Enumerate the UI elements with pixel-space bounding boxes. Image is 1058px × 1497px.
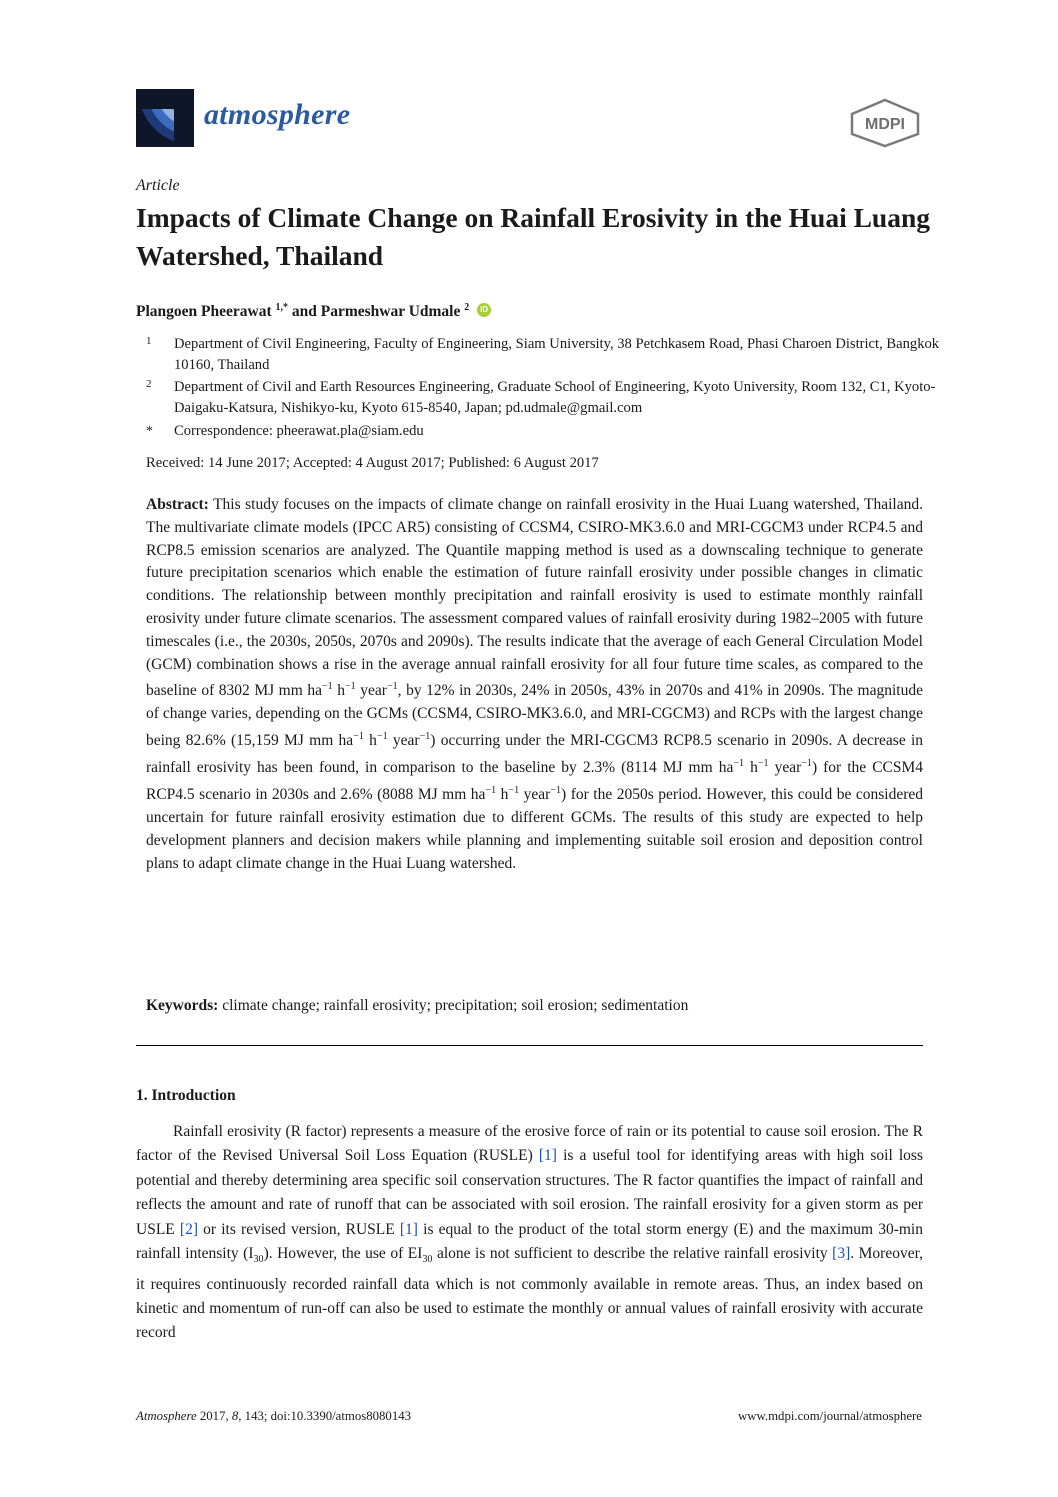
footer-year: 2017, <box>196 1409 232 1423</box>
abstract-text: year <box>355 682 387 700</box>
journal-logo-icon <box>136 89 194 147</box>
exponent: −1 <box>550 785 562 797</box>
footer-volume: 8 <box>231 1409 239 1423</box>
footer-url[interactable]: www.mdpi.com/journal/atmosphere <box>738 1409 922 1423</box>
abstract-text: h <box>363 732 377 750</box>
article-type: Article <box>136 177 180 194</box>
exponent: −1 <box>485 785 497 797</box>
footer-journal: Atmosphere <box>136 1409 197 1423</box>
abstract-text: , by 12% in 2030s, 24% in 2050s, 43% in 2070s and 41% in 2090s. The magnitude of change varies, depending on the GCMs (CCSM4, CSIRO-MK3.6.0, and MRI-CGCM3) and RCPs with the largest change being 82.6% (15,159 MJ mm ha <box>146 682 923 750</box>
keywords-label: Keywords: <box>146 997 219 1014</box>
abstract-text: h <box>744 759 758 777</box>
abstract-text: h <box>496 786 509 804</box>
abstract-label: Abstract: <box>146 496 209 513</box>
section-heading: 1. Introduction <box>136 1087 236 1104</box>
affiliation-text: Department of Civil and Earth Resources Engineering, Graduate School of Engineering, Kyoto University, Room 132, C1, Kyoto-Daigaku-Katsura, Nishikyo-ku, Kyoto 615-8540, Japan; pd.udmale@gmail.com <box>174 379 936 416</box>
abstract-text: h <box>332 682 345 700</box>
exponent: −1 <box>733 758 745 770</box>
affiliation-number: 1 <box>146 335 152 347</box>
exponent: −1 <box>376 731 388 743</box>
authors-conjunction: and <box>291 303 317 321</box>
keywords <box>146 997 923 1015</box>
affiliation-number: 2 <box>146 378 152 390</box>
correspondence-mark: * <box>146 424 153 439</box>
body-text: or its revised version, RUSLE <box>198 1220 400 1238</box>
section-divider <box>136 1045 923 1046</box>
orcid-icon[interactable]: iD <box>477 303 491 317</box>
citation-link[interactable]: [2] <box>179 1220 198 1238</box>
exponent: −1 <box>353 731 364 743</box>
introduction-paragraph <box>136 1120 923 1346</box>
exponent: −1 <box>508 785 520 797</box>
citation-link[interactable]: [1] <box>538 1147 557 1165</box>
abstract-text: year <box>768 759 802 777</box>
abstract-text: This study focuses on the impacts of climate change on rainfall erosivity in the Huai Luang watershed, Thailand. The multivariate climate models (IPCC AR5) consisting of CCSM4, CSIRO-MK3.6.0 and MRI-CGCM3 under RCP4.5 and RCP8.5 emission scenarios are analyzed. The Quantile mapping method is used as a downscaling technique to generate future precipitation scenarios which enable the estimation of future rainfall erosivity under possible changes in climatic conditions. The relationship between monthly precipitation and rainfall erosivity is used to estimate monthly rainfall erosivity under future climate scenarios. The assessment compared values of rainfall erosivity during 1982–2005 with future timescales (i.e., the 2030s, 2050s, 2070s and 2090s). The results indicate that the average of each General Circulation Model (GCM) combination shows a rise in the average annual rainfall erosivity for all four future time scales, as compared to the baseline of 8302 MJ mm ha <box>146 496 923 700</box>
subscript: 30 <box>422 1254 433 1266</box>
exponent: −1 <box>345 681 356 693</box>
citation-link[interactable]: [3] <box>832 1245 851 1263</box>
exponent: −1 <box>801 758 812 770</box>
body-text: ). However, the use of EI <box>263 1245 423 1263</box>
abstract-text: year <box>387 732 420 750</box>
exponent: −1 <box>321 681 333 693</box>
author-1-marks: 1,* <box>275 302 288 313</box>
correspondence-text: Correspondence: pheerawat.pla@siam.edu <box>174 423 424 439</box>
subscript: 30 <box>253 1254 264 1266</box>
abstract-text: ) for the 2050s period. However, this could be considered uncertain for future rainfall erosivity estimation due to different GCMs. The results of this study are expected to help development planners and decision makers while planning and implementing suitable soil erosion and deposition control plans to adapt climate change in the Huai Luang watershed. <box>146 786 923 872</box>
citation-link[interactable]: [1] <box>399 1220 418 1238</box>
authors-line <box>136 302 491 321</box>
author-1: Plangoen Pheerawat <box>136 303 272 321</box>
body-text: Rainfall erosivity (R factor) represents a measure of the erosive force of rain or its potential to cause soil erosion. The R factor of the Revised Universal Soil Loss Equation (RUSLE) <box>136 1123 923 1165</box>
affiliation-text: Department of Civil Engineering, Faculty of Engineering, Siam University, 38 Petchkasem Road, Phasi Charoen District, Bangkok 10160, Thailand <box>174 336 940 373</box>
exponent: −1 <box>386 681 398 693</box>
keywords-text: climate change; rainfall erosivity; precipitation; soil erosion; sedimentation <box>222 997 689 1014</box>
journal-name: atmosphere <box>204 98 351 131</box>
body-text: alone is not sufficient to describe the relative rainfall erosivity <box>432 1245 833 1263</box>
exponent: −1 <box>757 758 769 770</box>
abstract-text: ) occurring under the MRI-CGCM3 RCP8.5 scenario in 2090s. A decrease in rainfall erosivity has been found, in comparison to the baseline by 2.3% (8114 MJ mm ha <box>146 732 924 777</box>
abstract-text: year <box>519 786 551 804</box>
footer-citation <box>136 1409 411 1424</box>
paper-title: Impacts of Climate Change on Rainfall Erosivity in the Huai Luang Watershed, Thailand <box>136 202 931 271</box>
publication-dates: Received: 14 June 2017; Accepted: 4 August 2017; Published: 6 August 2017 <box>146 455 599 471</box>
mdpi-logo-icon <box>848 98 922 148</box>
footer-doi: , 143; doi:10.3390/atmos8080143 <box>238 1409 412 1423</box>
body-text: is equal to the product of the total storm energy (E) and the maximum 30-min rainfall intensity (I <box>136 1220 923 1263</box>
mdpi-logo-text: MDPI <box>865 116 905 133</box>
author-2-marks: 2 <box>464 302 470 313</box>
body-text: . Moreover, it requires continuously recorded rainfall data which is not commonly available in remote areas. Thus, an index based on kinetic and momentum of run-off can also be used to estimate the monthly or annual values of rainfall erosivity with accurate record <box>136 1245 923 1342</box>
abstract <box>146 494 923 875</box>
body-text: is a useful tool for identifying areas with high soil loss potential and thereby determining area specific soil conservation structures. The R factor quantifies the impact of rainfall and reflects the amount and rate of runoff that can be associated with soil erosion. The rainfall erosivity for a given storm as per USLE <box>136 1147 923 1238</box>
author-2: Parmeshwar Udmale <box>320 303 461 321</box>
exponent: −1 <box>419 731 431 743</box>
abstract-text: ) for the CCSM4 RCP4.5 scenario in 2030s and 2.6% (8088 MJ mm ha <box>146 759 924 804</box>
